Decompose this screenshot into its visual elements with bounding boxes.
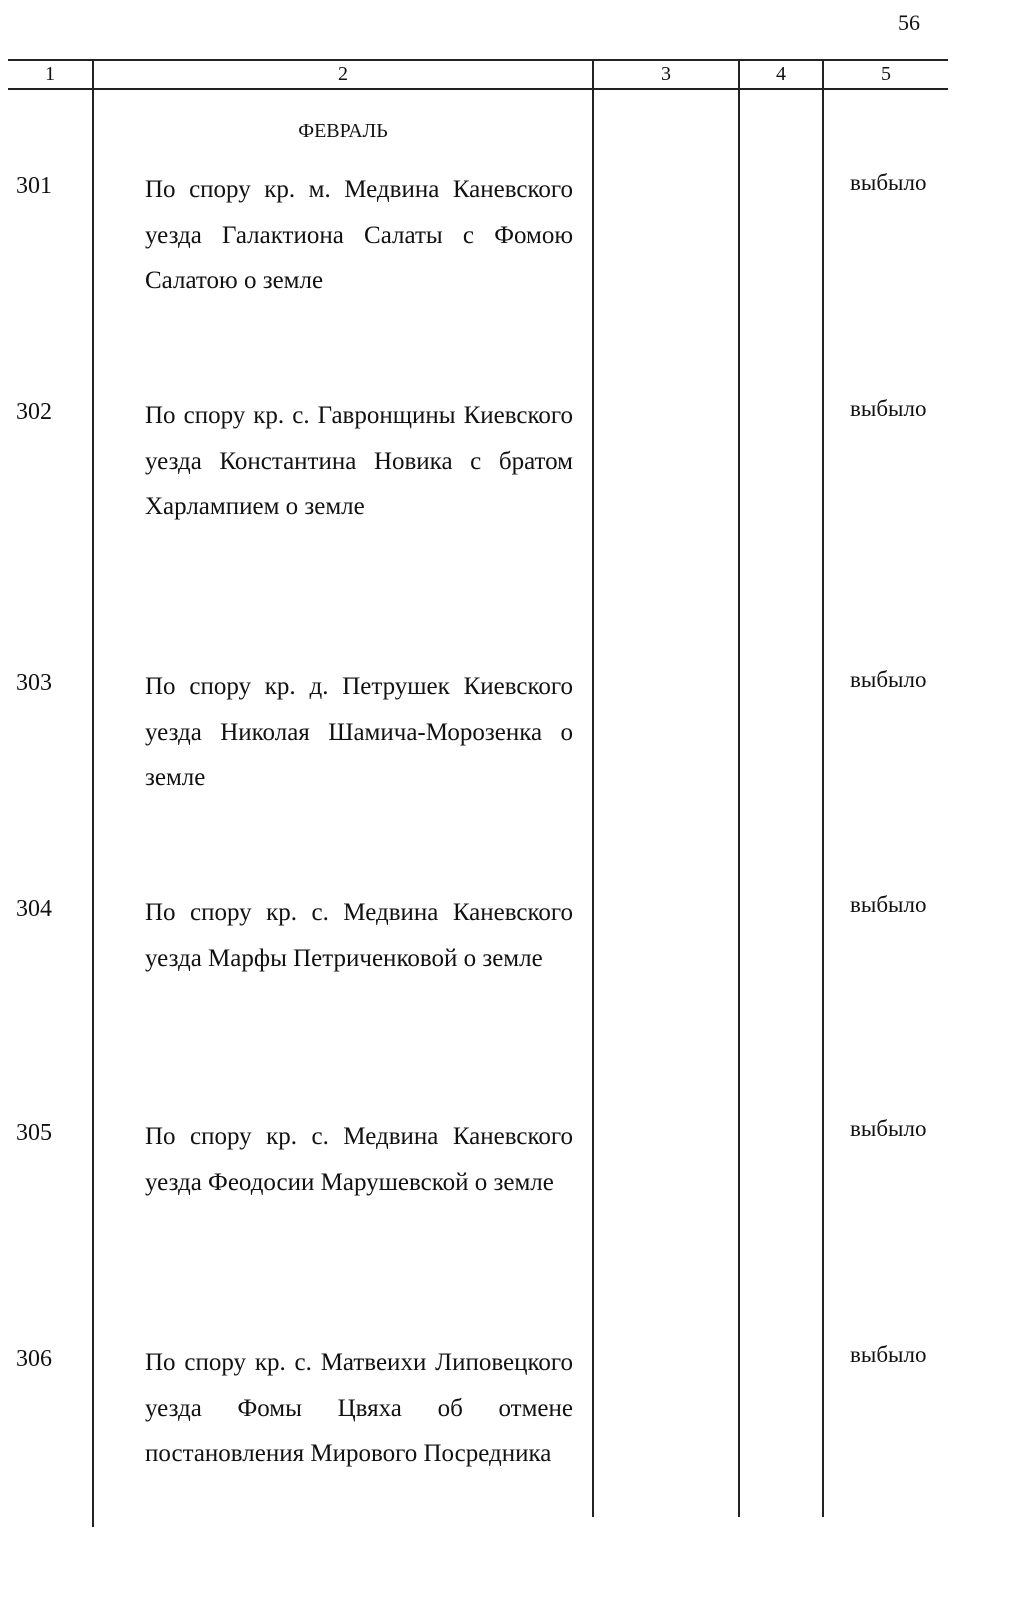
section-title: ФЕВРАЛЬ	[298, 120, 388, 142]
column-divider-2	[592, 59, 594, 1517]
row-description: По спору кр. с. Медвина Каневского уезда Марфы Петриченковой о земле	[145, 899, 573, 972]
row-description: По спору кр. м. Медвина Каневского уезда Галактиона Салаты с Фомою Салатою о земле	[145, 176, 573, 294]
row-number: 302	[16, 399, 52, 425]
column-header-1: 1	[45, 63, 55, 85]
row-status: выбыло	[850, 667, 927, 692]
column-divider-4	[822, 59, 824, 1517]
row-description: По спору кр. с. Гавронщины Киевского уезда Константина Новика с братом Харлампием о земле	[145, 402, 573, 520]
table-top-rule	[8, 59, 948, 61]
table-header-rule	[8, 88, 948, 90]
row-status: выбыло	[850, 892, 927, 917]
column-header-4: 4	[776, 63, 786, 85]
row-number: 304	[16, 896, 52, 922]
row-description: По спору кр. д. Петрушек Киевского уезда Николая Шамича-Морозенка о земле	[145, 673, 573, 791]
row-number: 305	[16, 1120, 52, 1146]
row-number: 303	[16, 670, 52, 696]
column-divider-1	[92, 59, 94, 1527]
column-header-2: 2	[338, 63, 348, 85]
row-status: выбыло	[850, 1342, 927, 1367]
column-divider-3	[738, 59, 740, 1517]
column-header-3: 3	[661, 63, 671, 85]
row-number: 301	[16, 173, 52, 199]
row-description: По спору кр. с. Матвеихи Липовецкого уезда Фомы Цвяха об отмене постановления Мирового Посредника	[145, 1349, 573, 1467]
column-header-5: 5	[881, 63, 891, 85]
row-status: выбыло	[850, 170, 927, 195]
row-status: выбыло	[850, 396, 927, 421]
row-description: По спору кр. с. Медвина Каневского уезда Феодосии Марушевской о земле	[145, 1123, 573, 1196]
row-status: выбыло	[850, 1116, 927, 1141]
page-number: 56	[898, 10, 920, 35]
row-number: 306	[16, 1346, 52, 1372]
